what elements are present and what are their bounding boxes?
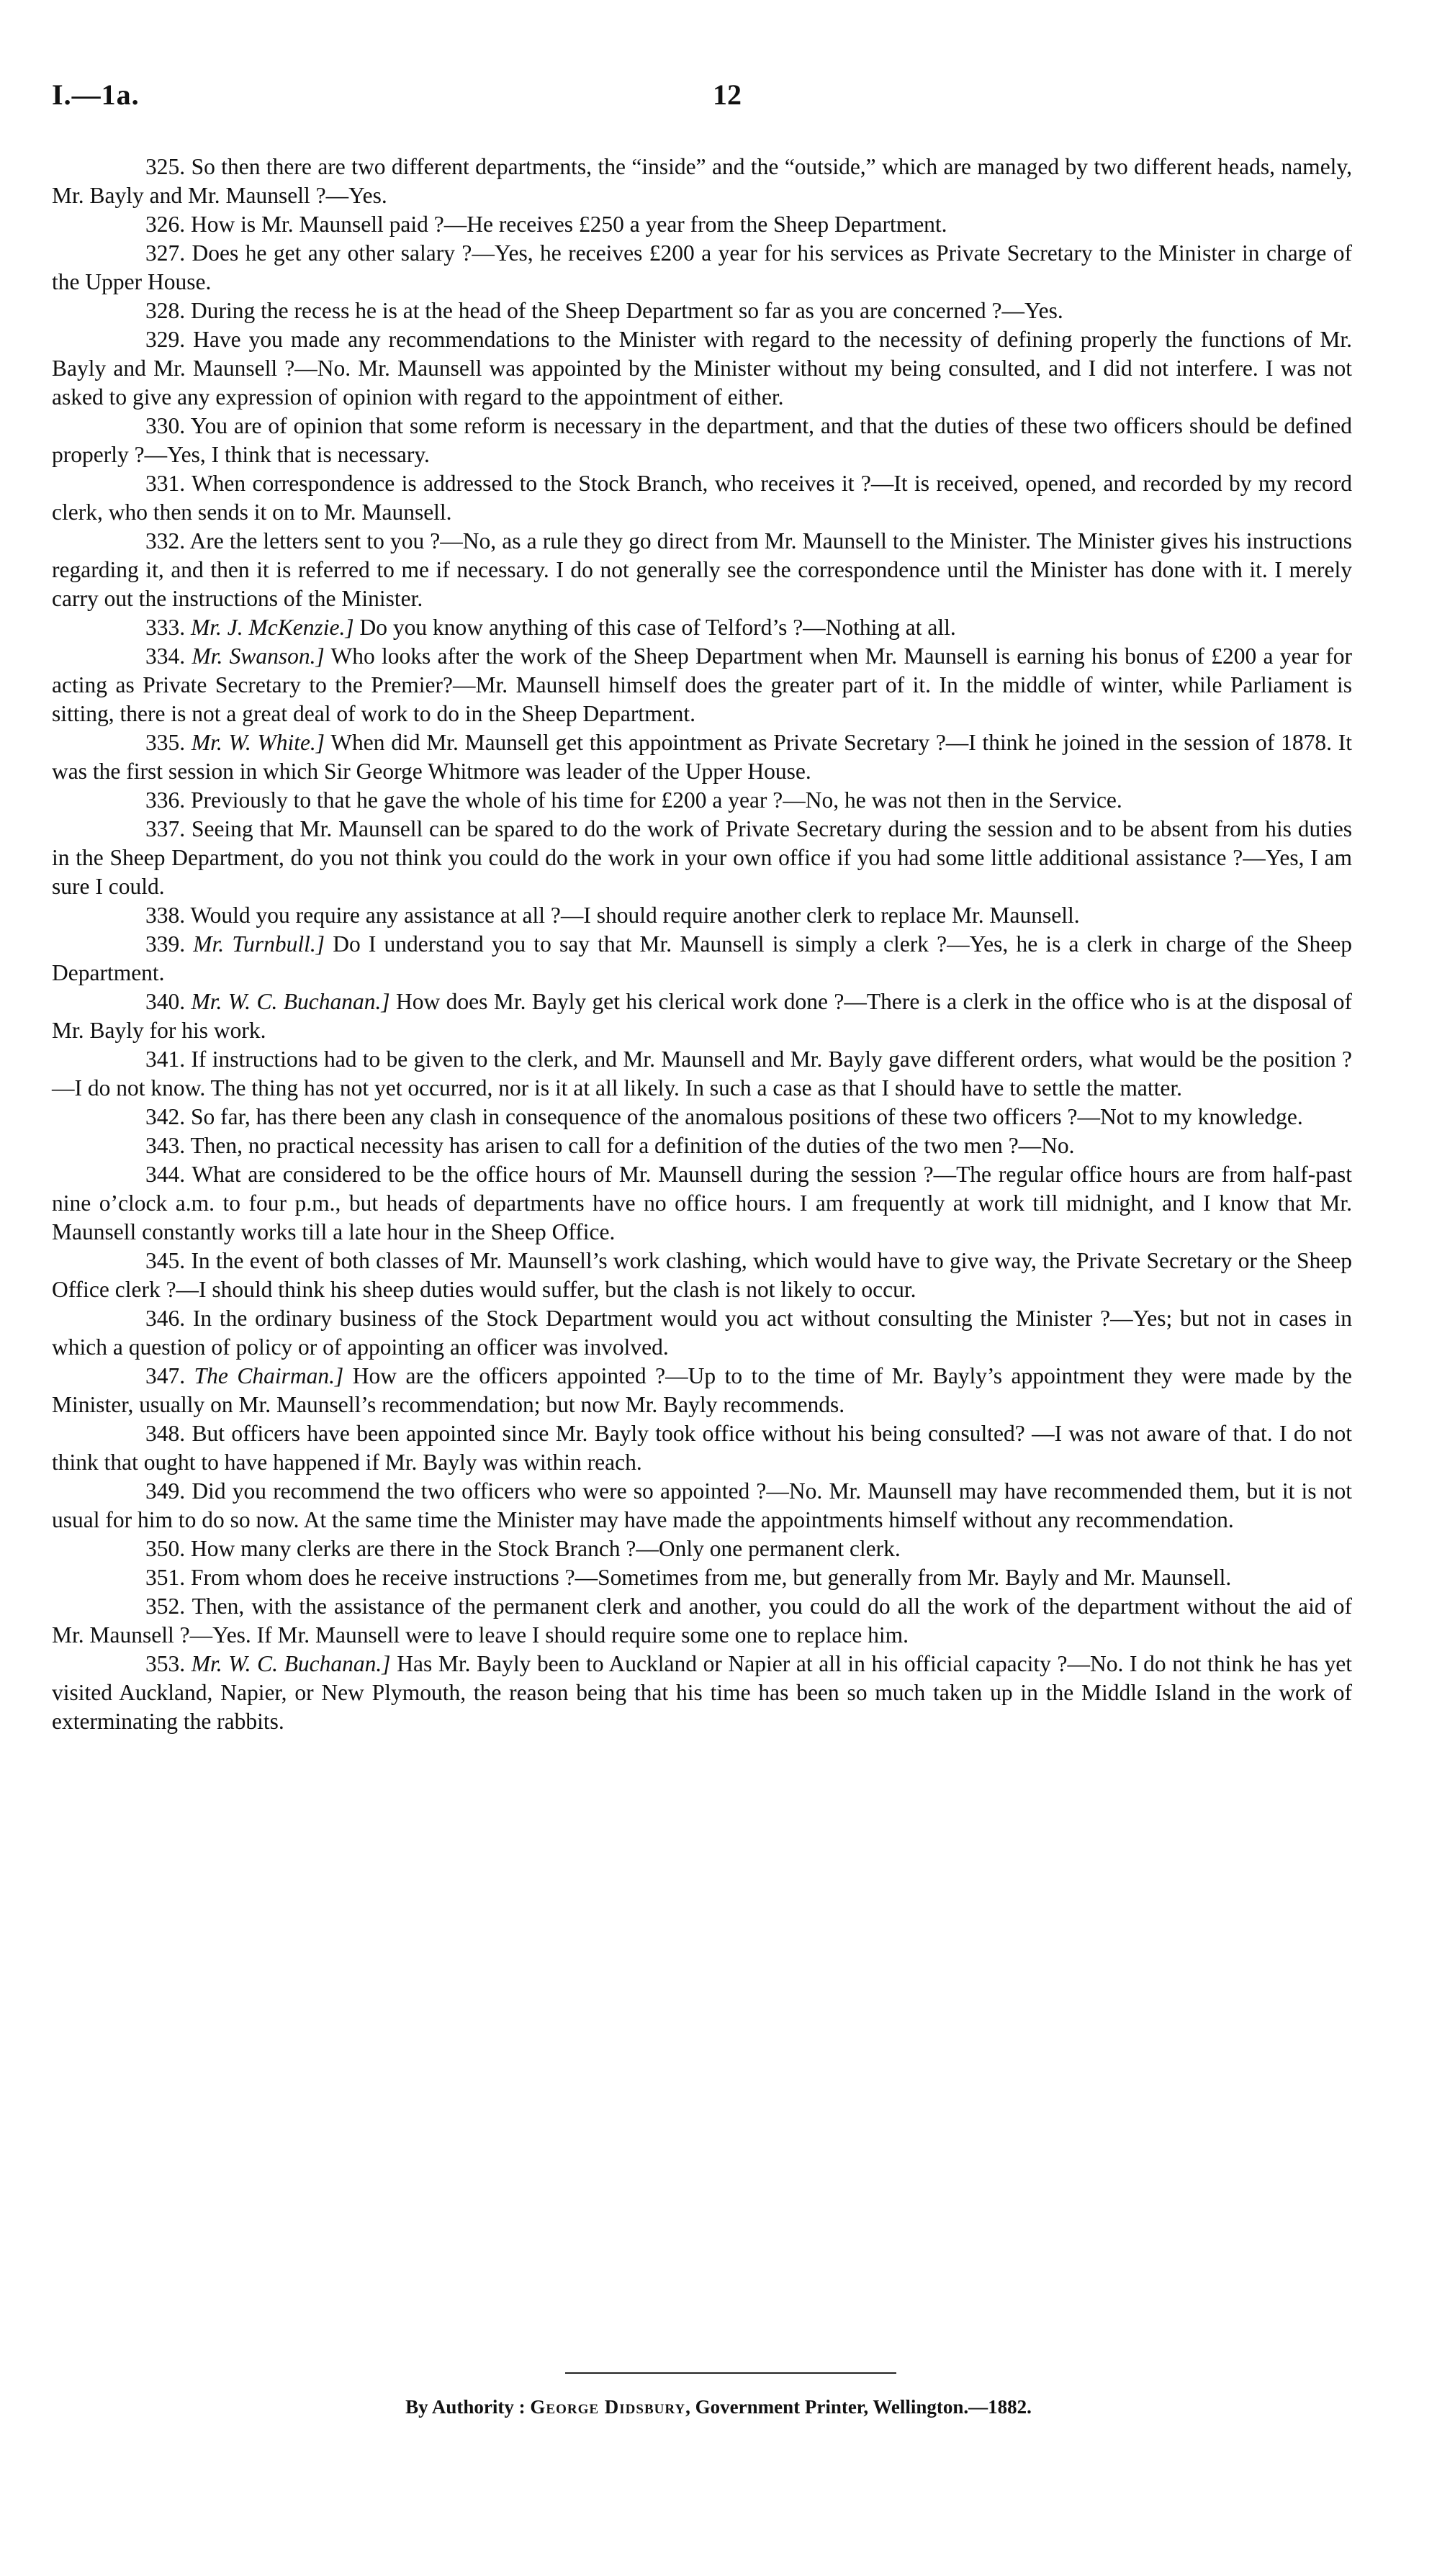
footer-rule: [565, 2372, 896, 2374]
question-answer-text: Then, with the assistance of the permanent clerk and another, you could do all the work of the department without the aid of Mr. Maunsell ?—Yes. If Mr. Maunsell were to leave I should require some one to replace him.: [52, 1594, 1352, 1648]
question-number: 346.: [145, 1306, 186, 1331]
testimony-paragraph: [52, 1419, 1352, 1477]
testimony-paragraph: [52, 1103, 1352, 1131]
speaker-name: Mr. W. C. Buchanan.]: [191, 1651, 391, 1676]
question-answer-text: You are of opinion that some reform is necessary in the department, and that the duties of these two officers should be defined properly ?—Yes, I think that is necessary.: [52, 413, 1352, 467]
question-number: 332.: [145, 528, 186, 553]
question-answer-text: When correspondence is addressed to the Stock Branch, who receives it ?—It is received, opened, and recorded by my record clerk, who then sends it on to Mr. Maunsell.: [52, 471, 1352, 525]
testimony-paragraph: [52, 1535, 1352, 1563]
question-number: 325.: [145, 154, 186, 179]
testimony-paragraph: [52, 1247, 1352, 1304]
question-number: 343.: [145, 1133, 186, 1158]
testimony-paragraph: [52, 412, 1352, 469]
testimony-paragraph: [52, 153, 1352, 210]
question-answer-text: Would you require any assistance at all ?—I should require another clerk to replace Mr. Maunsell.: [190, 903, 1080, 928]
question-answer-text: When did Mr. Maunsell get this appointment as Private Secretary ?—I think he joined in the session of 1878. It was the first session in which Sir George Whitmore was leader of the Upper House.: [52, 730, 1353, 784]
question-answer-text: So far, has there been any clash in consequence of the anomalous positions of these two officers ?—Not to my knowledge.: [191, 1104, 1303, 1129]
question-answer-text: But officers have been appointed since Mr. Bayly took office without his being consulted? —I was not aware of that. I do not think that ought to have happened if Mr. Bayly was within reach.: [52, 1421, 1352, 1475]
document-reference: I.—1a.: [52, 78, 140, 111]
question-number: 340.: [145, 989, 186, 1014]
printer-imprint: [0, 2395, 1437, 2419]
testimony-paragraph: [52, 1592, 1352, 1650]
question-number: 334.: [145, 643, 186, 669]
question-number: 328.: [145, 298, 186, 323]
testimony-paragraph: [52, 1304, 1352, 1362]
question-answer-text: Did you recommend the two officers who were so appointed ?—No. Mr. Maunsell may have recommended them, but it is not usual for him to do so now. At the same time the Minister may have made the appointments himself without any recommendation.: [52, 1478, 1352, 1532]
question-answer-text: Then, no practical necessity has arisen to call for a definition of the duties of the two men ?—No.: [190, 1133, 1075, 1158]
speaker-name: The Chairman.]: [194, 1363, 344, 1388]
page-header: [52, 78, 1352, 121]
testimony-paragraph: [52, 815, 1352, 901]
testimony-paragraph: [52, 469, 1352, 527]
question-number: 347.: [145, 1363, 186, 1388]
question-answer-text: How many clerks are there in the Stock Branch ?—Only one permanent clerk.: [191, 1536, 901, 1561]
question-answer-text: So then there are two different departments, the “inside” and the “outside,” which are managed by two different heads, namely, Mr. Bayly and Mr. Maunsell ?—Yes.: [52, 154, 1353, 208]
question-number: 338.: [145, 903, 186, 928]
question-number: 345.: [145, 1248, 186, 1273]
testimony-paragraph: [52, 613, 1352, 642]
testimony-paragraph: [52, 728, 1352, 786]
testimony-paragraph: [52, 901, 1352, 930]
question-number: 348.: [145, 1421, 186, 1446]
question-number: 353.: [145, 1651, 186, 1676]
question-number: 330.: [145, 413, 186, 438]
question-answer-text: Seeing that Mr. Maunsell can be spared to do the work of Private Secretary during the session and to be absent from his duties in the Sheep Department, do you not think you could do the work in your own office if you had some little additional assistance ?—Yes, I am sure I could.: [52, 816, 1353, 899]
testimony-paragraph: [52, 1477, 1352, 1535]
testimony-paragraph: [52, 930, 1352, 988]
question-answer-text: Has Mr. Bayly been to Auckland or Napier at all in his official capacity ?—No. I do not think he has yet visited Auckland, Napier, or New Plymouth, the reason being that his time has been so much taken up in the Middle Island in the work of exterminating the rabbits.: [52, 1651, 1353, 1734]
testimony-paragraph: [52, 1563, 1352, 1592]
question-number: 336.: [145, 787, 186, 813]
testimony-paragraph: [52, 1160, 1352, 1247]
question-answer-text: Do you know anything of this case of Telford’s ?—Nothing at all.: [359, 615, 956, 640]
testimony-paragraph: [52, 325, 1352, 412]
question-number: 349.: [145, 1478, 186, 1504]
question-answer-text: Have you made any recommendations to the Minister with regard to the necessity of defining properly the functions of Mr. Bayly and Mr. Maunsell ?—No. Mr. Maunsell was appointed by the Minister without my being consulted, and I did not interfere. I was not asked to give any expression of opinion with regard to the appointment of either.: [52, 327, 1353, 410]
question-number: 326.: [145, 212, 186, 237]
testimony-paragraph: [52, 1362, 1352, 1419]
question-answer-text: In the event of both classes of Mr. Maunsell’s work clashing, which would have to give way, the Private Secretary or the Sheep Office clerk ?—I should think his sheep duties would suffer, but the clash is not likely to occur.: [52, 1248, 1353, 1302]
question-answer-text: During the recess he is at the head of the Sheep Department so far as you are concerned ?—Yes.: [191, 298, 1063, 323]
speaker-name: Mr. Turnbull.]: [193, 931, 325, 957]
question-answer-text: Are the letters sent to you ?—No, as a rule they go direct from Mr. Maunsell to the Minister. The Minister gives his instructions regarding it, and then it is referred to me if necessary. I do not generally see the correspondence until the Minister has done with it. I merely carry out the instructions of the Minister.: [52, 528, 1352, 611]
question-answer-text: How is Mr. Maunsell paid ?—He receives £250 a year from the Sheep Department.: [191, 212, 947, 237]
testimony-paragraph: [52, 297, 1352, 325]
question-answer-text: Who looks after the work of the Sheep Department when Mr. Maunsell is earning his bonus of £200 a year for acting as Private Secretary to the Premier?—Mr. Maunsell himself does the greater part of it. In the middle of winter, while Parliament is sitting, there is not a great deal of work to do in the Sheep Department.: [52, 643, 1353, 726]
question-answer-text: Does he get any other salary ?—Yes, he receives £200 a year for his services as Private Secretary to the Minister in charge of the Upper House.: [52, 240, 1352, 294]
testimony-paragraph: [52, 1650, 1352, 1736]
question-number: 327.: [145, 240, 186, 266]
question-answer-text: How does Mr. Bayly get his clerical work done ?—There is a clerk in the office who is at the disposal of Mr. Bayly for his work.: [52, 989, 1352, 1043]
page-number: 12: [713, 78, 742, 111]
testimony-paragraph: [52, 786, 1352, 815]
testimony-paragraph: [52, 527, 1352, 613]
question-number: 335.: [145, 730, 186, 755]
question-answer-text: How are the officers appointed ?—Up to to the time of Mr. Bayly’s appointment they were made by the Minister, usually on Mr. Maunsell’s recommendation; but now Mr. Bayly recommends.: [52, 1363, 1353, 1417]
question-number: 342.: [145, 1104, 186, 1129]
question-number: 331.: [145, 471, 186, 496]
imprint-suffix: , Government Printer, Wellington.—1882.: [685, 2396, 1032, 2418]
speaker-name: Mr. W. C. Buchanan.]: [191, 989, 390, 1014]
testimony-paragraph: [52, 1045, 1352, 1103]
testimony-paragraph: [52, 988, 1352, 1045]
question-answer-text: Previously to that he gave the whole of his time for £200 a year ?—No, he was not then in the Service.: [191, 787, 1122, 813]
question-answer-text: In the ordinary business of the Stock Department would you act without consulting the Minister ?—Yes; but not in cases in which a question of policy or of appointing an officer was involved.: [52, 1306, 1352, 1360]
imprint-printer-name: George Didsbury: [530, 2396, 686, 2418]
question-number: 351.: [145, 1565, 186, 1590]
testimony-body: [52, 153, 1352, 1736]
testimony-paragraph: [52, 239, 1352, 297]
testimony-paragraph: [52, 642, 1352, 728]
question-answer-text: What are considered to be the office hours of Mr. Maunsell during the session ?—The regular office hours are from half-past nine o’clock a.m. to four p.m., but heads of departments have no office hours. I am frequently at work till midnight, and I know that Mr. Maunsell constantly works till a late hour in the Sheep Office.: [52, 1162, 1352, 1244]
question-number: 337.: [145, 816, 186, 841]
question-answer-text: From whom does he receive instructions ?—Sometimes from me, but generally from Mr. Bayly and Mr. Maunsell.: [191, 1565, 1232, 1590]
testimony-paragraph: [52, 1131, 1352, 1160]
question-number: 339.: [145, 931, 186, 957]
question-number: 333.: [145, 615, 186, 640]
speaker-name: Mr. W. White.]: [191, 730, 325, 755]
question-answer-text: If instructions had to be given to the clerk, and Mr. Maunsell and Mr. Bayly gave different orders, what would be the position ?—I do not know. The thing has not yet occurred, nor is it at all likely. In such a case as that I should have to settle the matter.: [52, 1047, 1352, 1101]
testimony-paragraph: [52, 210, 1352, 239]
question-number: 341.: [145, 1047, 186, 1072]
speaker-name: Mr. Swanson.]: [192, 643, 325, 669]
question-number: 329.: [145, 327, 186, 352]
question-number: 350.: [145, 1536, 186, 1561]
imprint-prefix: By Authority :: [405, 2396, 526, 2418]
question-answer-text: Do I understand you to say that Mr. Maunsell is simply a clerk ?—Yes, he is a clerk in charge of the Sheep Department.: [52, 931, 1353, 985]
question-number: 352.: [145, 1594, 186, 1619]
speaker-name: Mr. J. McKenzie.]: [191, 615, 354, 640]
question-number: 344.: [145, 1162, 186, 1187]
